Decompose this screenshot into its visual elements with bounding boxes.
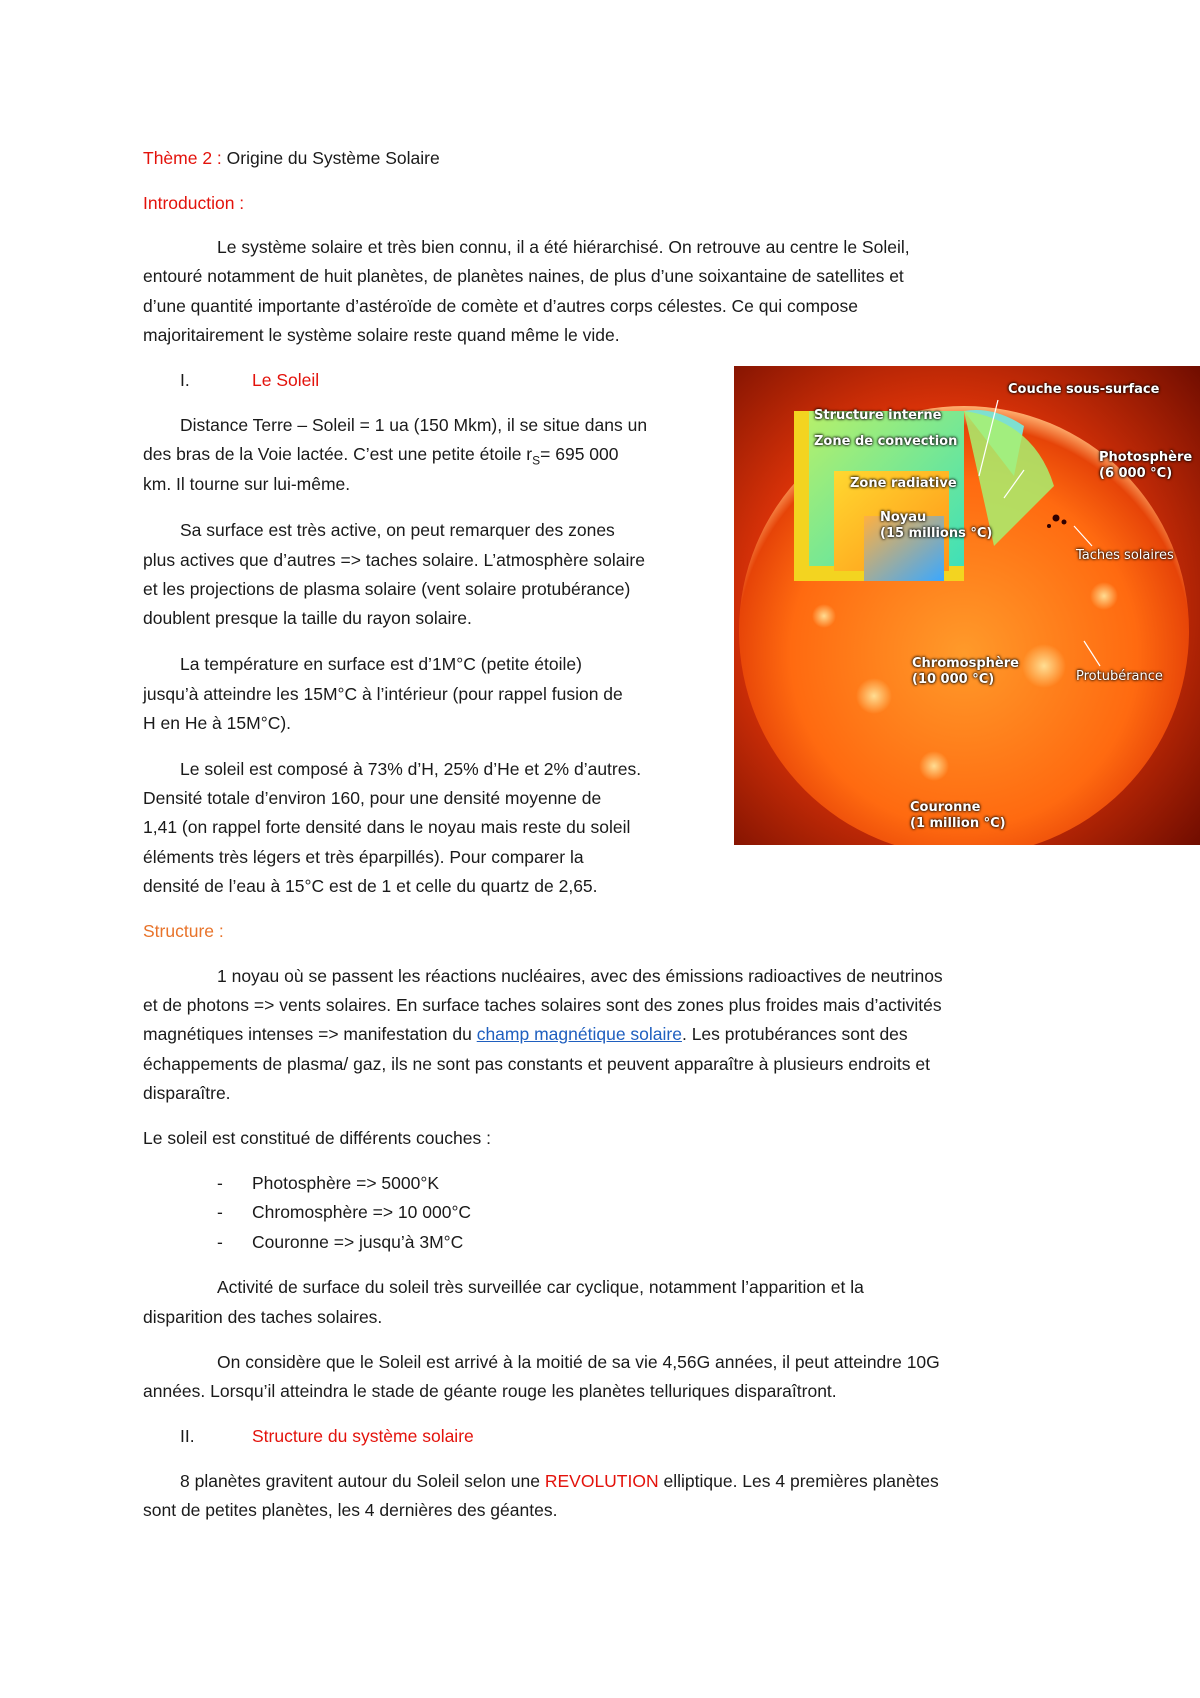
label-zone-convection: Zone de convection <box>814 434 958 449</box>
layers-intro: Le soleil est constitué de différents couches : <box>143 1128 491 1148</box>
theme-heading <box>143 144 440 174</box>
section2-number: II. <box>180 1426 195 1446</box>
label-photosphere: Photosphère (6 000 °C) <box>1099 450 1193 481</box>
radius-subscript: S <box>532 453 541 468</box>
intro-line-2: entouré notamment de huit planètes, de planètes naines, de plus d’une soixantaine de satellites et <box>143 266 904 286</box>
layer-item-photosphere: Photosphère => 5000°K <box>252 1173 440 1193</box>
label-couche-sous-surface: Couche sous-surface <box>1008 382 1160 397</box>
activity-line-1: Activité de surface du soleil très surveillée car cyclique, notamment l’apparition et la <box>217 1277 864 1297</box>
sun-p4-line-2: Densité totale d’environ 160, pour une densité moyenne de <box>143 788 602 808</box>
bullet-dash: - <box>217 1173 223 1193</box>
label-couronne: Couronne (1 million °C) <box>910 800 1006 831</box>
section2-line-1-after: elliptique. Les 4 premières planètes <box>658 1471 939 1491</box>
sun-illustration <box>734 366 1200 845</box>
section1-number: I. <box>180 370 190 390</box>
life-line-1: On considère que le Soleil est arrivé à la moitié de sa vie 4,56G années, il peut atteindre 10G <box>217 1352 940 1372</box>
layer-item-couronne: Couronne => jusqu’à 3M°C <box>252 1232 464 1252</box>
structure-p1-line-1: 1 noyau où se passent les réactions nucléaires, avec des émissions radioactives de neutrinos <box>217 966 943 986</box>
label-taches-solaires: Taches solaires <box>1076 548 1174 563</box>
structure-p1-line-3-after: . Les protubérances sont des <box>681 1024 908 1044</box>
life-line-2: années. Lorsqu’il atteindra le stade de géante rouge les planètes telluriques disparaîtront. <box>143 1381 837 1401</box>
theme-title: Origine du Système Solaire <box>221 148 440 168</box>
label-zone-radiative: Zone radiative <box>850 476 957 491</box>
section2-title: Structure du système solaire <box>252 1426 474 1446</box>
section1-title: Le Soleil <box>252 370 320 390</box>
sun-p1-line-2-text: des bras de la Voie lactée. C’est une petite étoile r <box>143 444 533 464</box>
structure-p1-line-3-before: magnétiques intenses => manifestation du <box>143 1024 477 1044</box>
intro-line-4: majoritairement le système solaire reste quand même le vide. <box>143 325 620 345</box>
structure-p1-line-4: échappements de plasma/ gaz, ils ne sont pas constants et peuvent apparaître à plusieurs endroits et <box>143 1054 931 1074</box>
sun-p1-line-1: Distance Terre – Soleil = 1 ua (150 Mkm), il se situe dans un <box>180 415 648 435</box>
sun-radius-value: = 695 000 <box>540 444 619 464</box>
magnetic-field-link[interactable]: champ magnétique solaire <box>476 1024 682 1044</box>
sun-structure-figure <box>734 366 1200 845</box>
sun-p2-line-3: et les projections de plasma solaire (vent solaire protubérance) <box>143 579 631 599</box>
section2-line-2: sont de petites planètes, les 4 dernières des géantes. <box>143 1500 558 1520</box>
sun-p4-line-3: 1,41 (on rappel forte densité dans le noyau mais reste du soleil <box>143 817 631 837</box>
section2-line-1-before: 8 planètes gravitent autour du Soleil selon une <box>180 1471 545 1491</box>
structure-p1-line-5: disparaître. <box>143 1083 231 1103</box>
label-chromosphere: Chromosphère (10 000 °C) <box>912 656 1019 687</box>
revolution-word: REVOLUTION <box>544 1471 659 1491</box>
label-structure-interne: Structure interne <box>814 408 942 423</box>
sun-p3-line-3: H en He à 15M°C). <box>143 713 292 733</box>
section2-line-1 <box>180 1467 939 1497</box>
theme-label: Thème 2 : <box>143 148 222 168</box>
sun-p2-line-2: plus actives que d’autres => taches solaire. L’atmosphère solaire <box>143 550 645 570</box>
sun-p3-line-2: jusqu’à atteindre les 15M°C à l’intérieur (pour rappel fusion de <box>143 684 623 704</box>
bullet-dash: - <box>217 1202 223 1222</box>
intro-line-3: d’une quantité importante d’astéroïde de comète et d’autres corps célestes. Ce qui compose <box>143 296 858 316</box>
label-noyau: Noyau (15 millions °C) <box>880 510 993 541</box>
sun-p1-line-3: km. Il tourne sur lui-même. <box>143 474 351 494</box>
label-protuberance: Protubérance <box>1076 669 1163 684</box>
sun-p4-line-5: densité de l’eau à 15°C est de 1 et celle du quartz de 2,65. <box>143 876 598 896</box>
sun-p4-line-1: Le soleil est composé à 73% d’H, 25% d’He et 2% d’autres. <box>180 759 642 779</box>
structure-heading: Structure : <box>143 921 224 941</box>
sun-p2-line-1: Sa surface est très active, on peut remarquer des zones <box>180 520 615 540</box>
sun-p3-line-1: La température en surface est d’1M°C (petite étoile) <box>180 654 582 674</box>
structure-p1-line-2: et de photons => vents solaires. En surface taches solaires sont des zones plus froides mais d’activités <box>143 995 942 1015</box>
structure-p1-line-3 <box>143 1020 908 1050</box>
layer-item-chromosphere: Chromosphère => 10 000°C <box>252 1202 472 1222</box>
intro-line-1: Le système solaire et très bien connu, il a été hiérarchisé. On retrouve au centre le Soleil, <box>217 237 910 257</box>
bullet-dash: - <box>217 1232 223 1252</box>
activity-line-2: disparition des taches solaires. <box>143 1307 383 1327</box>
sun-p4-line-4: éléments très légers et très éparpillés). Pour comparer la <box>143 847 584 867</box>
intro-heading: Introduction : <box>143 193 245 213</box>
sun-p2-line-4: doublent presque la taille du rayon solaire. <box>143 608 472 628</box>
